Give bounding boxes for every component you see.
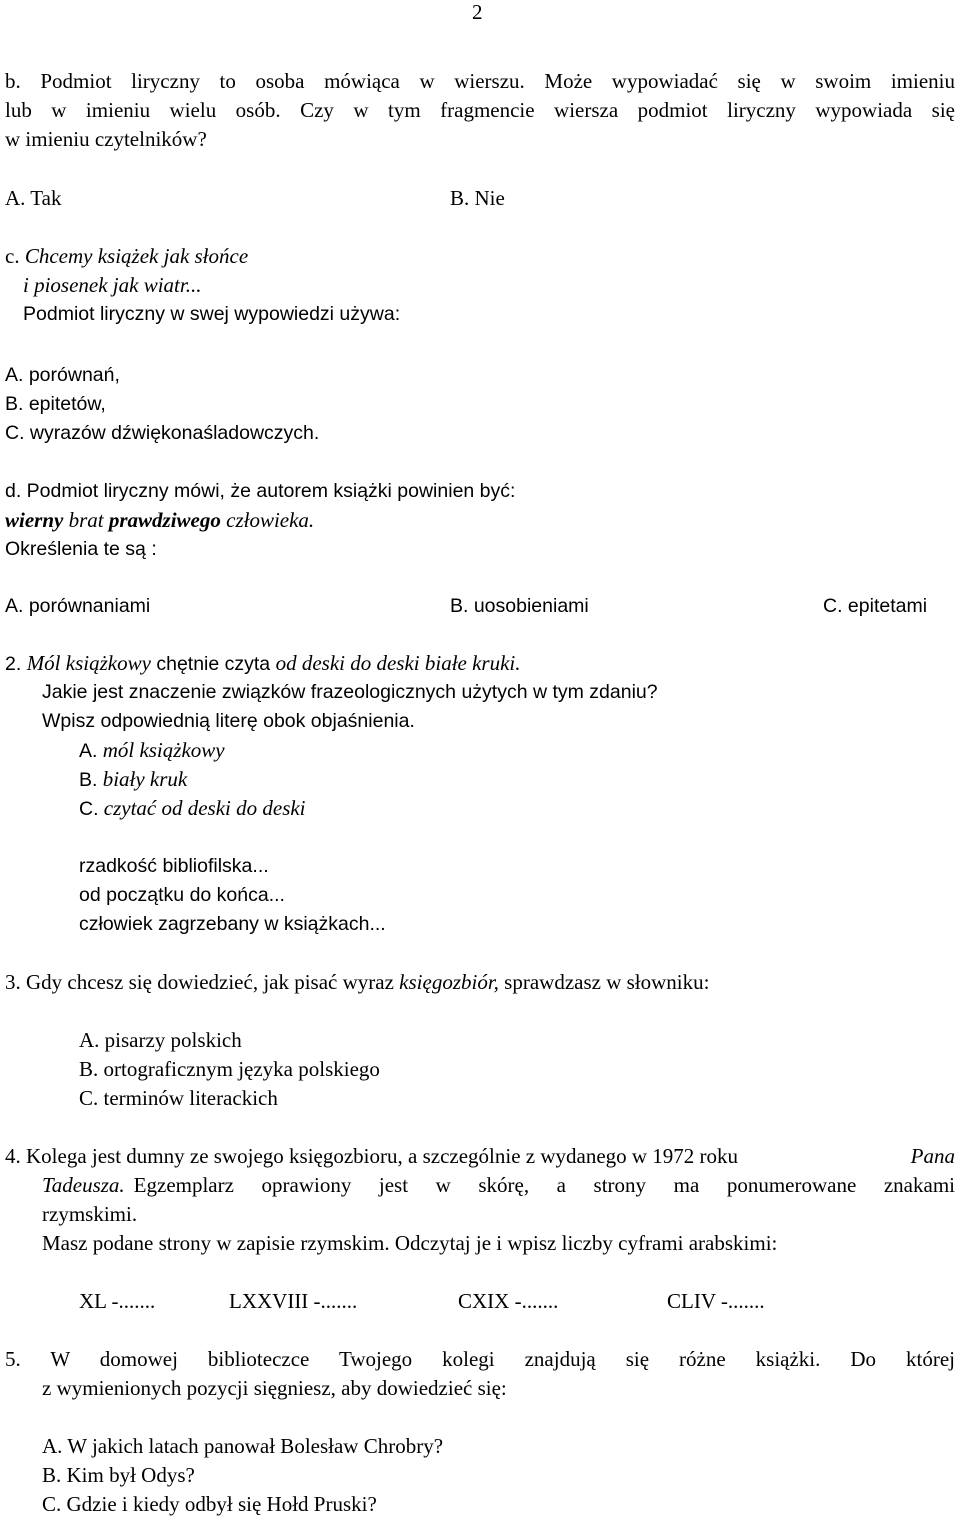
question-c-option-b: B. epitetów, xyxy=(5,393,106,415)
question-4-line-2 xyxy=(42,1171,955,1200)
question-3-word: księgozbiór, xyxy=(399,970,499,994)
roman-numeral-2: LXXVIII -....... xyxy=(229,1289,358,1313)
question-4-line-1-text: 4. Kolega jest dumny ze swojego księgozbioru, a szczególnie z wydanego w 1972 roku xyxy=(5,1144,739,1168)
question-c-verse-1-text: Chcemy książek jak słońce xyxy=(24,244,249,268)
question-3-line xyxy=(5,968,709,997)
question-3-after: sprawdzasz w słowniku: xyxy=(504,970,710,994)
question-d-quote xyxy=(5,506,314,535)
question-4-line-3: rzymskimi. xyxy=(42,1202,138,1226)
question-b-line-3: w imieniu czytelników? xyxy=(5,127,207,151)
question-3-option-b: B. ortograficznym języka polskiego xyxy=(79,1057,380,1081)
question-c-verse-1 xyxy=(5,242,248,271)
definition-1: rzadkość bibliofilska... xyxy=(79,855,269,877)
definition-2: od początku do końca... xyxy=(79,884,285,906)
question-3-before: 3. Gdy chcesz się dowiedzieć, jak pisać wyraz xyxy=(5,970,394,994)
phrase-od-deski: od deski do deski białe kruki. xyxy=(275,651,521,675)
question-4-line-4: Masz podane strony w zapisie rzymskim. Odczytaj je i wpisz liczby cyframi arabskimi: xyxy=(42,1231,778,1255)
quote-word-prawdziwego: prawdziwego xyxy=(108,508,221,532)
roman-numeral-1: XL -....... xyxy=(79,1289,156,1313)
quote-word-brat: brat xyxy=(68,508,104,532)
question-5-option-b: B. Kim był Odys? xyxy=(42,1463,195,1487)
question-2-line-3: Wpisz odpowiednią literę obok objaśnienia. xyxy=(42,710,415,732)
option-letter: B. xyxy=(79,769,98,791)
question-b-option-b: B. Nie xyxy=(450,186,505,210)
question-5-line-1: 5. W domowej biblioteczce Twojego kolegi znajdują się różne książki. Do której xyxy=(5,1347,955,1371)
question-4-line-1 xyxy=(5,1142,955,1171)
question-4-line-2-text: Egzemplarz oprawiony jest w skórę, a strony ma ponumerowane znakami xyxy=(133,1173,955,1197)
question-d-option-c: C. epitetami xyxy=(823,595,928,617)
question-2-option-a xyxy=(79,736,225,766)
question-2-option-c xyxy=(79,794,306,824)
page-number: 2 xyxy=(472,0,483,24)
phrase-mol-ksiazkowy: Mól książkowy xyxy=(26,651,151,675)
question-b-line-1: b. Podmiot liryczny to osoba mówiąca w wierszu. Może wypowiadać się w swoim imieniu xyxy=(5,69,955,93)
question-c-option-a: A. porównań, xyxy=(5,364,120,386)
question-d-option-b: B. uosobieniami xyxy=(450,595,589,617)
roman-numeral-4: CLIV -....... xyxy=(667,1289,765,1313)
option-text: mól książkowy xyxy=(102,738,225,762)
question-4-pana: Pana xyxy=(910,1144,955,1168)
quote-word-czlowieka: człowieka. xyxy=(226,508,315,532)
question-4-tadeusza: Tadeusza. xyxy=(42,1173,125,1197)
question-2-plain: chętnie czyta xyxy=(156,653,271,675)
question-c-question: Podmiot liryczny w swej wypowiedzi używa: xyxy=(23,303,401,325)
question-2-line-2: Jakie jest znaczenie związków frazeologicznych użytych w tym zdaniu? xyxy=(42,681,658,703)
question-5-option-a: A. W jakich latach panował Bolesław Chrobry? xyxy=(42,1434,444,1458)
question-b-option-a: A. Tak xyxy=(5,186,62,210)
question-2-number: 2. xyxy=(5,653,22,675)
question-c-prefix: c. xyxy=(5,244,20,268)
question-c-option-c: C. wyrazów dźwiękonaśladowczych. xyxy=(5,422,320,444)
question-b-line-2: lub w imieniu wielu osób. Czy w tym fragmencie wiersza podmiot liryczny wypowiada się xyxy=(5,98,955,122)
option-text: biały kruk xyxy=(102,767,188,791)
question-2-option-b xyxy=(79,765,187,795)
question-5-option-c: C. Gdzie i kiedy odbył się Hołd Pruski? xyxy=(42,1492,377,1516)
question-3-option-a: A. pisarzy polskich xyxy=(79,1028,242,1052)
roman-numeral-3: CXIX -....... xyxy=(458,1289,559,1313)
question-d-option-a: A. porównaniami xyxy=(5,595,151,617)
question-c-verse-2: i piosenek jak wiatr... xyxy=(23,273,202,297)
option-letter: C. xyxy=(79,798,99,820)
option-letter: A. xyxy=(79,740,98,762)
question-d-followup: Określenia te są : xyxy=(5,538,157,560)
question-5-line-2: z wymienionych pozycji sięgniesz, aby dowiedzieć się: xyxy=(42,1376,507,1400)
question-d-question: d. Podmiot liryczny mówi, że autorem książki powinien być: xyxy=(5,480,516,502)
question-3-option-c: C. terminów literackich xyxy=(79,1086,278,1110)
quote-word-wierny: wierny xyxy=(5,508,64,532)
definition-3: człowiek zagrzebany w książkach... xyxy=(79,913,386,935)
option-text: czytać od deski do deski xyxy=(103,796,306,820)
question-2-line-1 xyxy=(5,649,521,679)
